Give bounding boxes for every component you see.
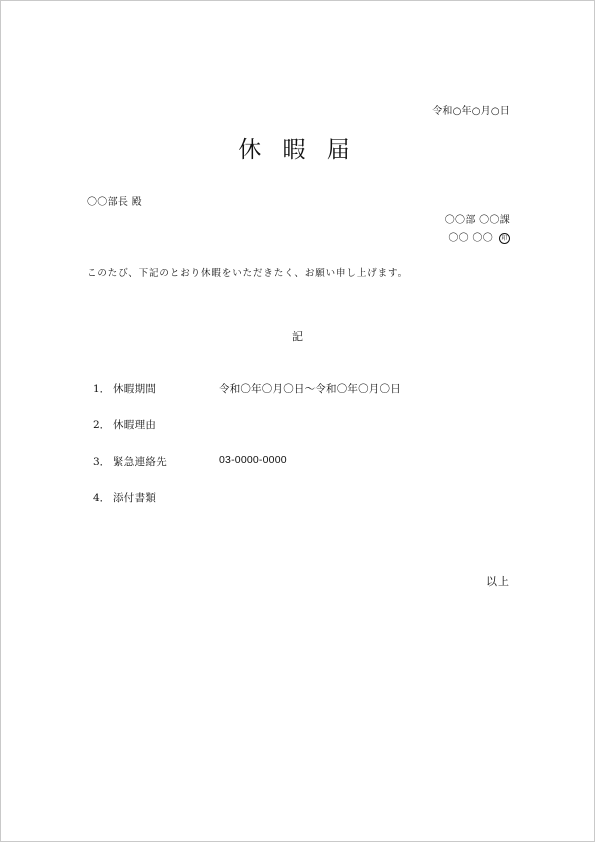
item-label: 添付書類 (113, 492, 157, 504)
sender-department: 〇〇部 〇〇課 (444, 215, 510, 226)
item-number: 1． (93, 383, 111, 395)
recipient: 〇〇部長 殿 (87, 197, 142, 208)
list-item-emergency-contact (93, 454, 493, 468)
item-number: 4． (93, 492, 111, 504)
document-title: 休 暇 届 (238, 137, 357, 163)
item-number: 3． (93, 456, 111, 468)
item-value: 03-0000-0000 (219, 454, 287, 466)
list-item-leave-reason (93, 417, 493, 431)
sender-name-line (448, 229, 510, 244)
item-label: 休暇理由 (113, 419, 157, 431)
list-item-attachments (93, 490, 493, 504)
ki-heading: 記 (292, 330, 303, 343)
list-item-leave-period (93, 381, 493, 395)
seal-mark-icon: 印 (499, 233, 510, 244)
item-number: 2． (93, 419, 111, 431)
document-date: 令和○年○月○日 (432, 106, 510, 117)
item-label: 緊急連絡先 (113, 456, 167, 468)
closing-mark: 以上 (486, 575, 510, 588)
sender-name: 〇〇 〇〇 (448, 233, 493, 244)
request-statement: このたび、下記のとおり休暇をいただきたく、お願い申し上げます。 (87, 268, 409, 279)
item-value: 令和〇年〇月〇日～令和〇年〇月〇日 (219, 383, 401, 395)
item-label: 休暇期間 (113, 383, 157, 395)
